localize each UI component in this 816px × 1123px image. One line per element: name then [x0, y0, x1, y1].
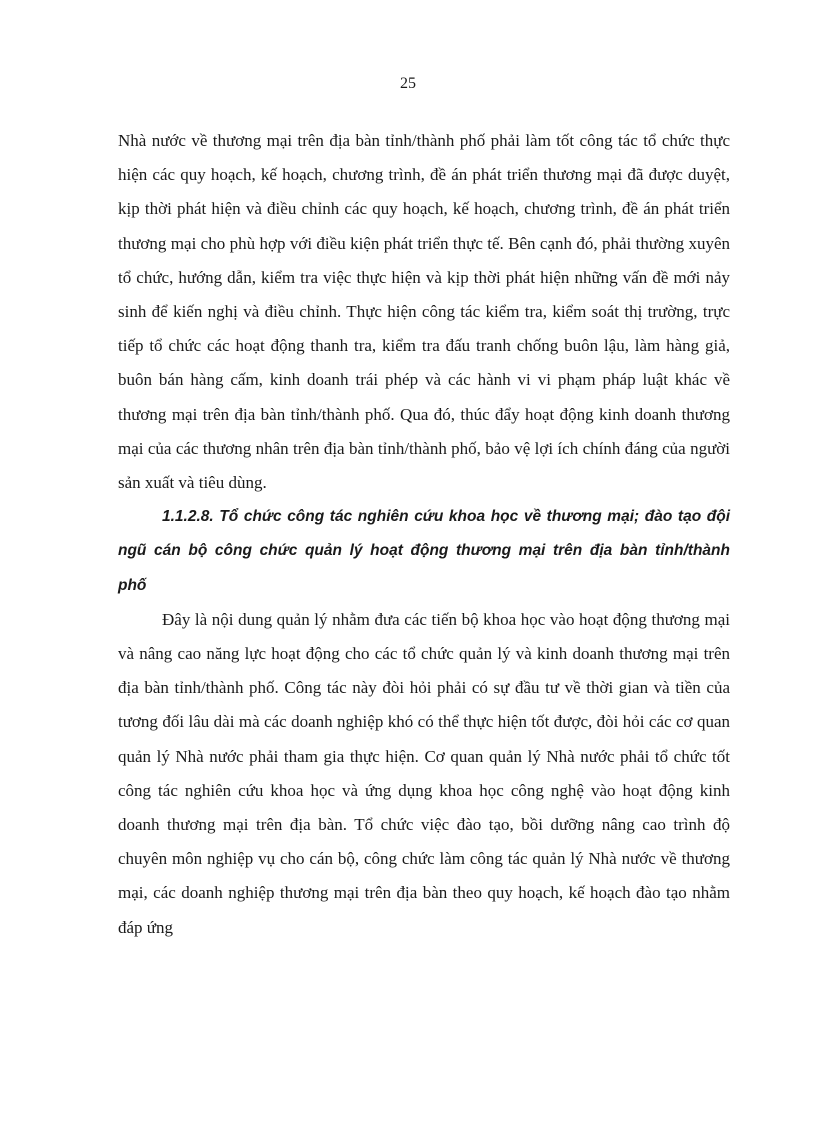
- paragraph-body: Đây là nội dung quản lý nhằm đưa các tiến bộ khoa học vào hoạt động thương mại và nâng cao năng lực hoạt động cho các tổ chức quản lý và kinh doanh thương mại trên địa bàn tỉnh/thành phố. Công tác này đòi hỏi phải có sự đầu tư về thời gian và tiền của tương đối lâu dài mà các doanh nghiệp khó có thể thực hiện tốt được, đòi hỏi các cơ quan quản lý Nhà nước phải tham gia thực hiện. Cơ quan quản lý Nhà nước phải tổ chức tốt công tác nghiên cứu khoa học và ứng dụng khoa học công nghệ vào hoạt động kinh doanh thương mại trên địa bàn. Tổ chức việc đào tạo, bồi dưỡng nâng cao trình độ chuyên môn nghiệp vụ cho cán bộ, công chức làm công tác quản lý Nhà nước về thương mại, các doanh nghiệp thương mại trên địa bàn theo quy hoạch, kế hoạch đào tạo nhằm đáp ứng: [118, 609, 730, 937]
- page-number: 25: [400, 75, 416, 92]
- section-heading: 1.1.2.8. Tổ chức công tác nghiên cứu khoa học về thương mại; đào tạo đội ngũ cán bộ công chức quản lý hoạt động thương mại trên địa bàn tỉnh/thành phố: [118, 508, 730, 594]
- page-content: [118, 124, 730, 945]
- paragraph-continuation: Nhà nước về thương mại trên địa bàn tỉnh/thành phố phải làm tốt công tác tổ chức thực hiện các quy hoạch, kế hoạch, chương trình, đề án phát triển thương mại đã được duyệt, kịp thời phát hiện và điều chỉnh các quy hoạch, kế hoạch, chương trình, đề án phát triển thương mại cho phù hợp với điều kiện phát triển thực tế. Bên cạnh đó, phải thường xuyên tổ chức, hướng dẫn, kiểm tra việc thực hiện và kịp thời phát hiện những vấn đề mới nảy sinh để kiến nghị và điều chỉnh. Thực hiện công tác kiểm tra, kiểm soát thị trường, trực tiếp tổ chức các hoạt động thanh tra, kiểm tra đấu tranh chống buôn lậu, làm hàng giả, buôn bán hàng cấm, kinh doanh trái phép và các hành vi vi phạm pháp luật khác về thương mại trên địa bàn tỉnh/thành phố. Qua đó, thúc đẩy hoạt động kinh doanh thương mại của các thương nhân trên địa bàn tỉnh/thành phố, bảo vệ lợi ích chính đáng của người sản xuất và tiêu dùng.: [118, 131, 730, 493]
